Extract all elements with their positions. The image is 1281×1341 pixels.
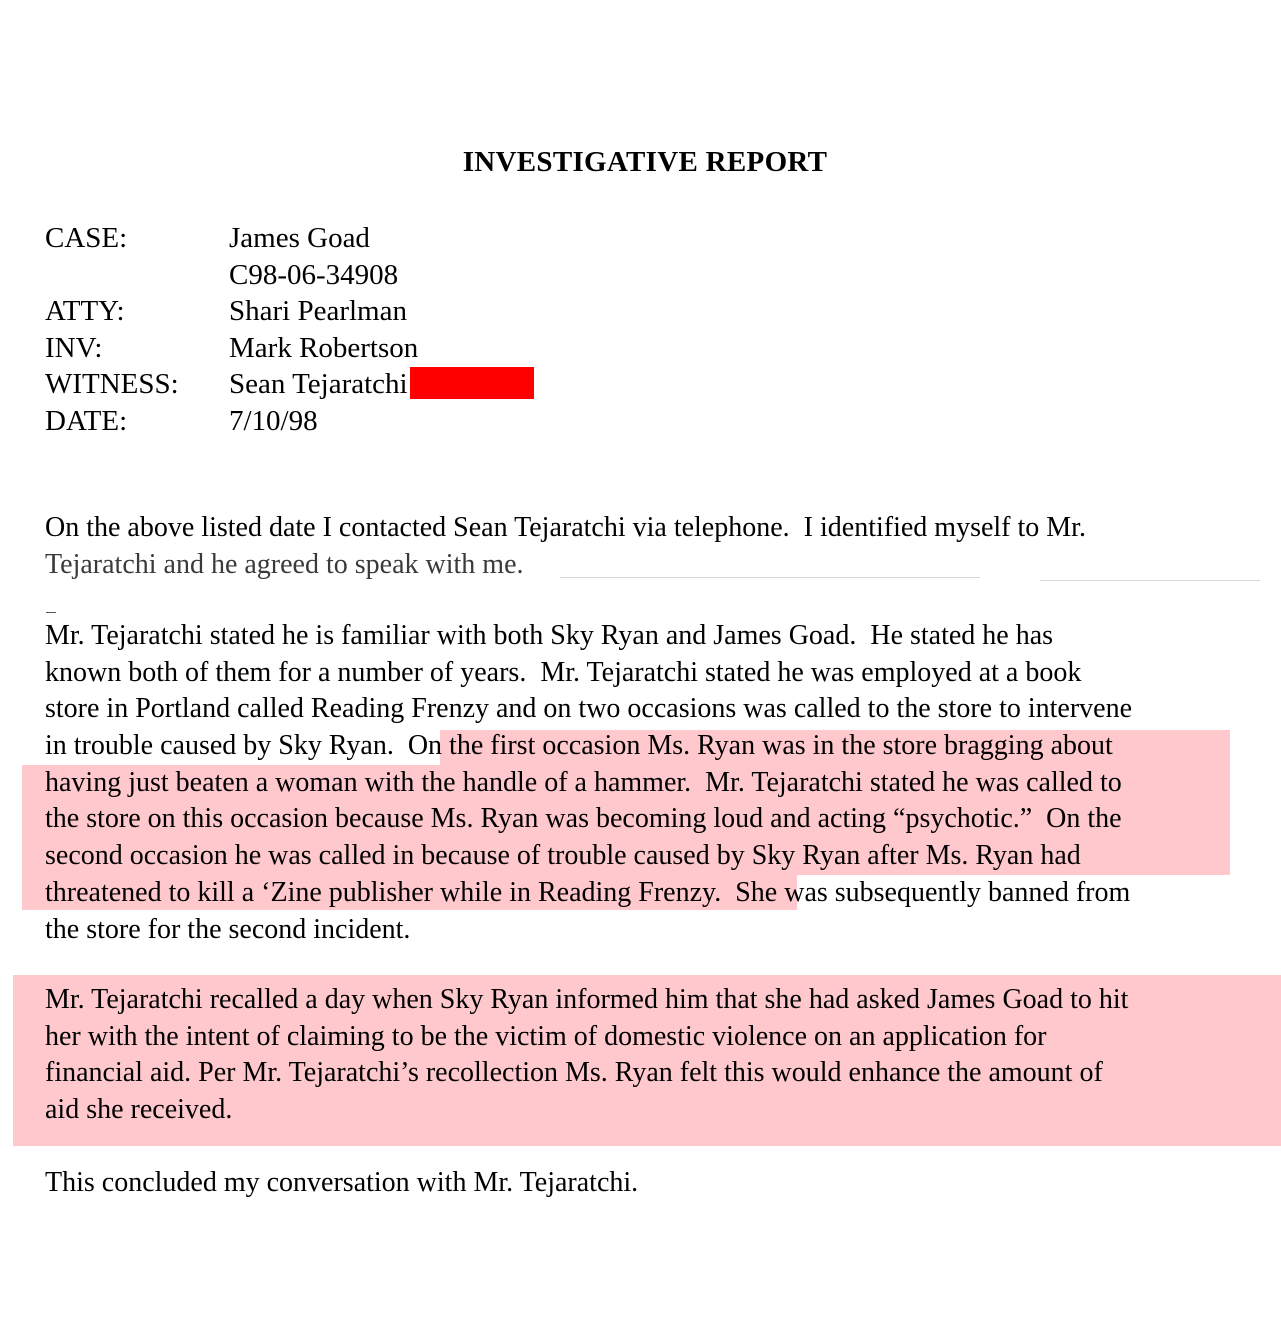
paragraph-line: Mr. Tejaratchi recalled a day when Sky Ryan informed him that she had asked James Goad to hit [45,984,1129,1015]
redaction-box [410,367,534,399]
paragraph-line: aid she received. [45,1094,233,1126]
paragraph-line: second occasion he was called in because of trouble caused by Sky Ryan after Ms. Ryan had [45,840,1081,872]
paragraph-line: Tejaratchi and he agreed to speak with me. [45,548,524,580]
witness-value: Sean Tejaratchi [229,368,408,400]
witness-row [45,366,534,403]
paragraph-conclusion [45,1165,638,1202]
inv-value: Mark Robertson [229,331,419,364]
paragraph-line: On the above listed date I contacted Sean Tejaratchi via telephone. I identified myself to Mr. [45,512,1086,543]
paragraph-line: Mr. Tejaratchi stated he is familiar with both Sky Ryan and James Goad. He stated he has [45,620,1054,651]
inv-row [45,330,534,367]
case-label: CASE: [45,222,128,254]
plain-text: She was subsequently banned from [721,876,1131,908]
page-title: INVESTIGATIVE REPORT [462,146,828,178]
case-number-row [45,257,534,294]
paragraph-line: financial aid. Per Mr. Tejaratchi’s recollection Ms. Ryan felt this would enhance the amount of [45,1057,1103,1089]
paragraph-line [45,875,1132,912]
date-label: DATE: [45,404,128,437]
highlighted-text: On the first occasion Ms. Ryan was in the store bragging about [407,730,1113,762]
date-value: 7/10/98 [229,404,318,437]
paragraph-line: her with the intent of claiming to be the victim of domestic violence on an application for [45,1020,1047,1052]
paragraph-line: having just beaten a woman with the handle of a hammer. Mr. Tejaratchi stated he was called to [45,766,1122,798]
highlighted-text: threatened to kill a ‘Zine publisher while in Reading Frenzy. [45,876,722,908]
paragraph-line: store in Portland called Reading Frenzy and on two occasions was called to the store to intervene [45,693,1133,725]
scan-artifact [46,612,56,613]
paragraph-contact [45,510,1086,583]
paragraph-familiarity [45,618,1132,948]
case-number: C98-06-34908 [229,258,399,291]
paragraph-financial-aid [45,982,1128,1129]
inv-label: INV: [45,331,103,364]
paragraph-line [45,728,1132,765]
atty-row [45,293,534,330]
paragraph-line: the store on this occasion because Ms. Ryan was becoming loud and acting “psychotic.” On the [45,803,1122,835]
date-row [45,403,534,440]
paragraph-line: the store for the second incident. [45,913,411,945]
paragraph-line: known both of them for a number of years. Mr. Tejaratchi stated he was employed at a book [45,656,1082,688]
paragraph-line: This concluded my conversation with Mr. Tejaratchi. [45,1167,639,1198]
case-name: James Goad [229,222,370,254]
atty-label: ATTY: [45,295,125,327]
plain-text: in trouble caused by Sky Ryan. [45,730,408,762]
report-header [45,220,534,439]
case-row [45,220,534,257]
atty-value: Shari Pearlman [229,295,407,327]
witness-label: WITNESS: [45,368,179,400]
